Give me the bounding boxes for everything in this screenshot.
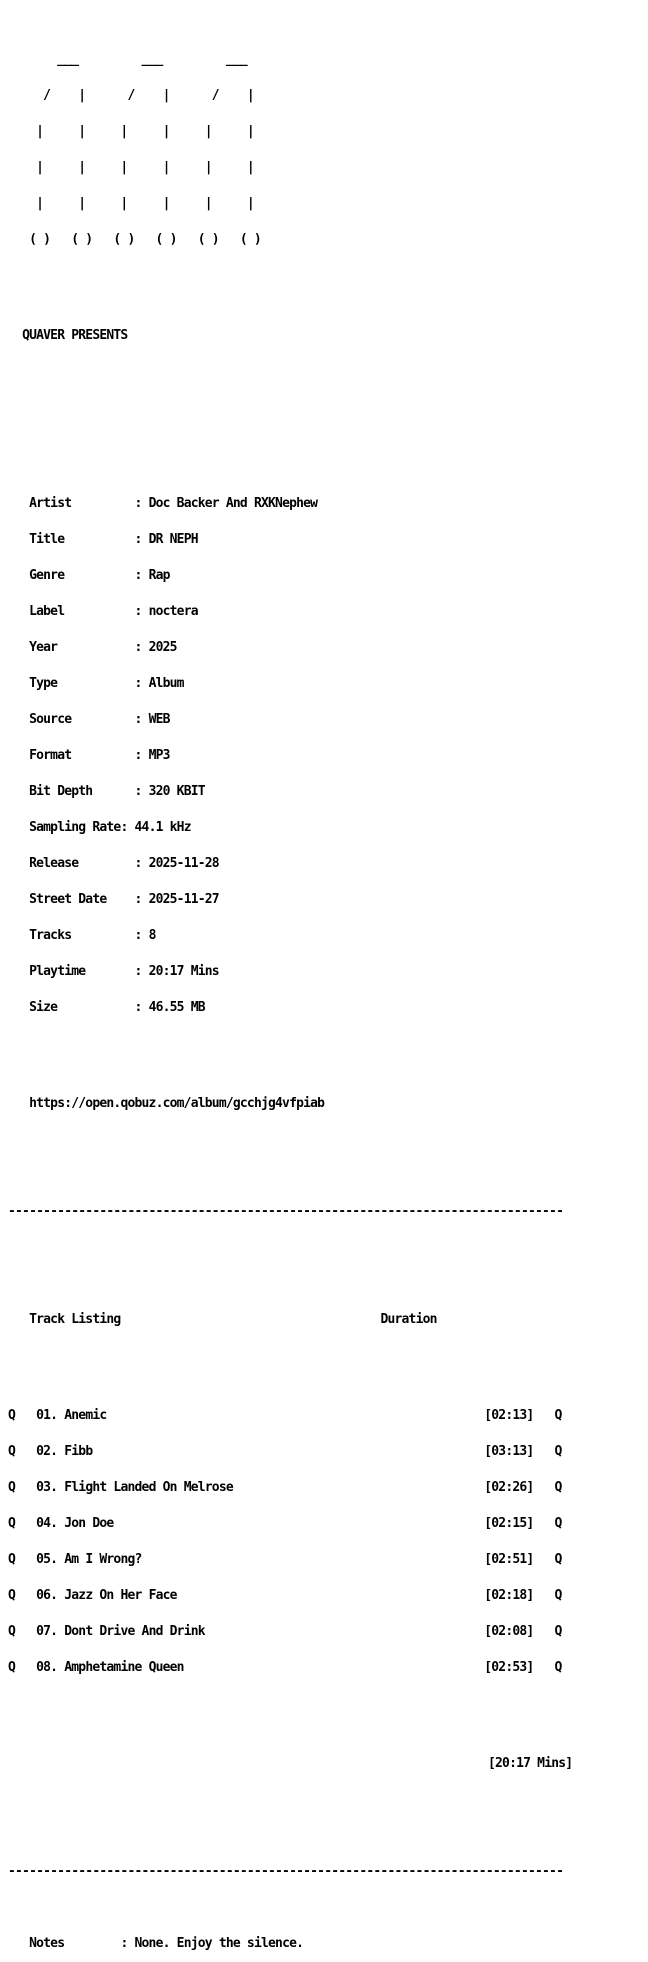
total-playtime: [20:17 Mins]	[488, 1756, 573, 1771]
track-duration: [02:15]	[484, 1516, 534, 1531]
album-link[interactable]: https://open.qobuz.com/album/gcchjg4vfpiab	[29, 1096, 325, 1111]
track-row	[8, 1482, 648, 1494]
track-number: 04.	[36, 1516, 58, 1531]
track-row	[8, 1590, 648, 1602]
track-title: Am I Wrong?	[64, 1552, 142, 1567]
presenter-title: QUAVER PRESENTS	[22, 328, 128, 343]
q-marker: Q	[8, 1588, 16, 1603]
info-label: Genre	[29, 568, 65, 583]
info-row: Title : DR NEPH	[29, 532, 198, 547]
info-row: Release : 2025-11-28	[29, 856, 219, 871]
q-marker: Q	[8, 1444, 16, 1459]
q-marker: Q	[8, 1480, 16, 1495]
info-row: Street Date : 2025-11-27	[29, 892, 219, 907]
info-row: Type : Album	[29, 676, 184, 691]
info-value: 2025-11-28	[148, 856, 219, 871]
q-marker: Q	[554, 1660, 562, 1675]
ascii-art-line: | | | | | |	[8, 124, 254, 139]
info-label: Release	[29, 856, 79, 871]
info-row: Bit Depth : 320 KBIT	[29, 784, 205, 799]
track-title: Fibb	[64, 1444, 93, 1459]
ascii-art-line: | | | | | |	[8, 196, 254, 211]
q-marker: Q	[554, 1444, 562, 1459]
info-value: 46.55 MB	[148, 1000, 205, 1015]
ascii-art-line: | | | | | |	[8, 160, 254, 175]
separator-line: -------------------------------------------------------------------------------	[8, 1204, 564, 1219]
track-row	[8, 1662, 648, 1674]
track-duration: [02:18]	[484, 1588, 534, 1603]
track-number: 03.	[36, 1480, 58, 1495]
notes-value: : None. Enjoy the silence.	[120, 1936, 304, 1951]
track-row	[8, 1410, 648, 1422]
track-title: Anemic	[64, 1408, 107, 1423]
info-value: Doc Backer And RXKNephew	[148, 496, 318, 511]
info-label: Bit Depth	[29, 784, 93, 799]
info-label: Title	[29, 532, 65, 547]
info-value: DR NEPH	[148, 532, 198, 547]
info-row: Tracks : 8	[29, 928, 156, 943]
info-label: Label	[29, 604, 65, 619]
info-row: Year : 2025	[29, 640, 177, 655]
duration-header: Duration	[380, 1312, 437, 1327]
track-title: Flight Landed On Melrose	[64, 1480, 233, 1495]
q-marker: Q	[8, 1516, 16, 1531]
info-row: Genre : Rap	[29, 568, 170, 583]
info-label: Playtime	[29, 964, 86, 979]
track-number: 08.	[36, 1660, 58, 1675]
q-marker: Q	[554, 1516, 562, 1531]
info-row: Source : WEB	[29, 712, 170, 727]
track-duration: [02:08]	[484, 1624, 534, 1639]
info-label: Size	[29, 1000, 58, 1015]
info-value: WEB	[148, 712, 170, 727]
info-value: MP3	[148, 748, 170, 763]
info-row: Playtime : 20:17 Mins	[29, 964, 219, 979]
track-duration: [03:13]	[484, 1444, 534, 1459]
info-value: 20:17 Mins	[148, 964, 219, 979]
track-number: 07.	[36, 1624, 58, 1639]
info-value: Rap	[148, 568, 170, 583]
track-row	[8, 1446, 648, 1458]
track-duration: [02:53]	[484, 1660, 534, 1675]
info-label: Type	[29, 676, 58, 691]
track-list	[8, 1386, 648, 1698]
q-marker: Q	[554, 1588, 562, 1603]
notes-label: Notes	[29, 1936, 65, 1951]
info-value: noctera	[148, 604, 198, 619]
info-label: Street Date	[29, 892, 107, 907]
track-number: 02.	[36, 1444, 58, 1459]
info-value: 2025	[148, 640, 177, 655]
info-value: 2025-11-27	[148, 892, 219, 907]
info-value: 44.1 kHz	[134, 820, 191, 835]
nfo-document	[8, 6, 648, 1962]
release-info	[8, 474, 648, 1038]
info-label: Tracks	[29, 928, 72, 943]
info-label: Source	[29, 712, 72, 727]
ascii-art-line: ( ) ( ) ( ) ( ) ( ) ( )	[8, 232, 261, 247]
info-value: 320 KBIT	[148, 784, 205, 799]
track-title: Jazz On Her Face	[64, 1588, 177, 1603]
q-marker: Q	[8, 1552, 16, 1567]
q-marker: Q	[8, 1660, 16, 1675]
q-marker: Q	[554, 1408, 562, 1423]
track-row	[8, 1518, 648, 1530]
info-row: Artist : Doc Backer And RXKNephew	[29, 496, 318, 511]
info-label: Format	[29, 748, 72, 763]
track-duration: [02:13]	[484, 1408, 534, 1423]
track-duration: [02:51]	[484, 1552, 534, 1567]
info-row: Size : 46.55 MB	[29, 1000, 205, 1015]
info-row: Sampling Rate: 44.1 kHz	[29, 820, 191, 835]
info-row: Format : MP3	[29, 748, 170, 763]
separator-line: -------------------------------------------------------------------------------	[8, 1864, 564, 1879]
q-marker: Q	[554, 1552, 562, 1567]
info-row: Label : noctera	[29, 604, 198, 619]
ascii-logo	[8, 30, 648, 270]
track-row	[8, 1554, 648, 1566]
track-number: 01.	[36, 1408, 58, 1423]
track-listing-header: Track Listing	[29, 1312, 121, 1327]
q-marker: Q	[8, 1624, 16, 1639]
info-label: Sampling Rate	[29, 820, 121, 835]
q-marker: Q	[8, 1408, 16, 1423]
track-row	[8, 1626, 648, 1638]
info-value: 8	[148, 928, 156, 943]
ascii-art-line: ___ ___ ___	[8, 52, 247, 67]
track-number: 05.	[36, 1552, 58, 1567]
track-title: Amphetamine Queen	[64, 1660, 184, 1675]
info-label: Artist	[29, 496, 72, 511]
track-title: Dont Drive And Drink	[64, 1624, 205, 1639]
track-number: 06.	[36, 1588, 58, 1603]
track-duration: [02:26]	[484, 1480, 534, 1495]
q-marker: Q	[554, 1480, 562, 1495]
q-marker: Q	[554, 1624, 562, 1639]
info-value: Album	[148, 676, 184, 691]
ascii-art-line: / | / | / |	[8, 88, 254, 103]
track-title: Jon Doe	[64, 1516, 114, 1531]
info-label: Year	[29, 640, 58, 655]
